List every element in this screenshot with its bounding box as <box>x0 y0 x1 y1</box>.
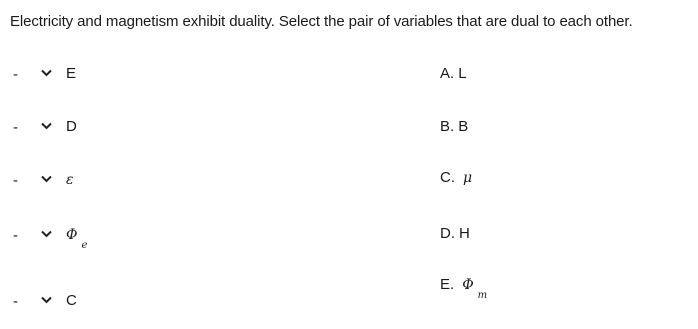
matching-row <box>8 222 88 251</box>
answer-option <box>440 118 468 136</box>
term-subscript: e <box>81 240 88 251</box>
matching-row <box>8 61 77 89</box>
answer-value: B <box>458 118 469 135</box>
answer-letter: B. <box>440 118 455 135</box>
matching-row <box>8 167 74 195</box>
answer-value: μ <box>463 170 473 186</box>
answer-option <box>440 276 488 301</box>
chevron-down-icon <box>41 122 52 130</box>
term-symbol: Φ <box>66 227 78 243</box>
answer-value: H <box>459 225 470 242</box>
dropdown-value: - <box>13 293 18 310</box>
term-label <box>66 226 88 251</box>
dropdown-value: - <box>13 119 18 136</box>
match-dropdown[interactable] <box>8 289 58 315</box>
term-label: ε <box>66 172 74 188</box>
match-dropdown[interactable] <box>8 115 58 141</box>
answer-option <box>440 65 467 83</box>
answer-letter: C. <box>440 169 455 186</box>
answer-subscript: m <box>477 290 488 301</box>
answer-letter: A. <box>440 65 455 82</box>
matching-row <box>8 114 77 142</box>
dropdown-value: - <box>13 227 18 244</box>
dropdown-value: - <box>13 172 18 189</box>
term-label: D <box>66 118 77 135</box>
answer-letter: D. <box>440 225 455 242</box>
answer-value: Φ <box>462 277 474 293</box>
matching-row <box>8 288 77 316</box>
match-dropdown[interactable] <box>8 62 58 88</box>
chevron-down-icon <box>41 175 52 183</box>
answer-value: L <box>458 65 467 82</box>
chevron-down-icon <box>41 296 52 304</box>
answer-letter: E. <box>440 276 455 293</box>
chevron-down-icon <box>41 230 52 238</box>
answer-option <box>440 225 470 243</box>
chevron-down-icon <box>41 69 52 77</box>
question-text: Electricity and magnetism exhibit duality. Select the pair of variables that are dual to each other. <box>10 13 633 30</box>
term-label: C <box>66 292 77 309</box>
match-dropdown[interactable] <box>8 168 58 194</box>
answer-option <box>440 169 472 187</box>
dropdown-value: - <box>13 66 18 83</box>
match-dropdown[interactable] <box>8 223 58 249</box>
term-label: E <box>66 65 77 82</box>
